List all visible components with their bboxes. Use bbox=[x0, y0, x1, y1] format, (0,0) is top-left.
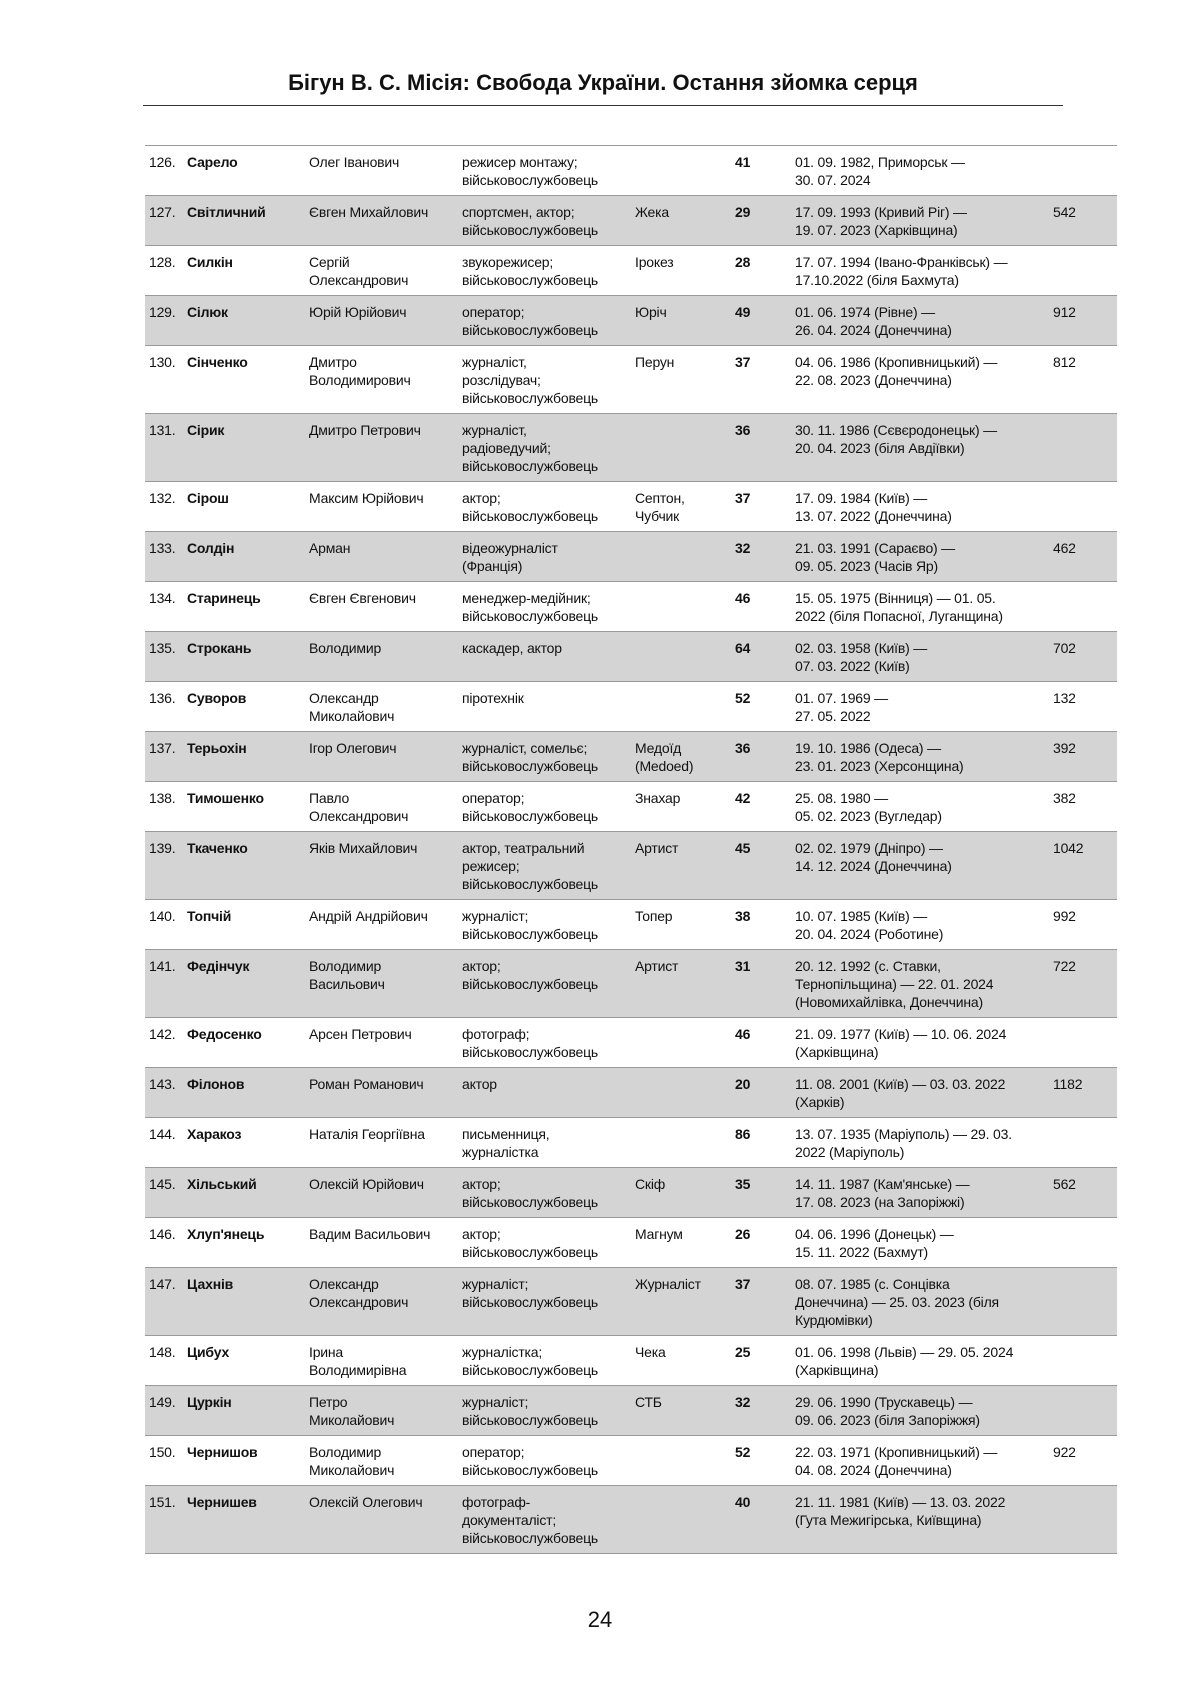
row-number: 130. bbox=[145, 346, 183, 414]
given-name-cell: Дмитро Володимирович bbox=[305, 346, 458, 414]
surname-cell: Сарело bbox=[183, 146, 305, 196]
surname-cell: Ткаченко bbox=[183, 832, 305, 900]
extra-number-cell: 542 bbox=[1049, 196, 1117, 246]
row-number: 144. bbox=[145, 1118, 183, 1168]
dates-cell: 11. 08. 2001 (Київ) — 03. 03. 2022 (Харків) bbox=[791, 1068, 1049, 1118]
callsign-cell: Артист bbox=[631, 950, 731, 1018]
occupation-cell: журналіст; військовослужбовець bbox=[458, 1386, 631, 1436]
page-header-title: Бігун В. С. Місія: Свобода України. Остання зйомка серця bbox=[288, 70, 918, 95]
occupation-cell: спортсмен, актор; військовослужбовець bbox=[458, 196, 631, 246]
given-name-cell: Євген Михайлович bbox=[305, 196, 458, 246]
occupation-cell: актор; військовослужбовець bbox=[458, 1218, 631, 1268]
table-row bbox=[145, 950, 1117, 1018]
table-row bbox=[145, 732, 1117, 782]
callsign-cell: Артист bbox=[631, 832, 731, 900]
surname-cell: Світличний bbox=[183, 196, 305, 246]
extra-number-cell: 1042 bbox=[1049, 832, 1117, 900]
age-cell: 32 bbox=[731, 532, 791, 582]
dates-cell: 13. 07. 1935 (Маріуполь) — 29. 03. 2022 (Маріуполь) bbox=[791, 1118, 1049, 1168]
dates-cell: 17. 07. 1994 (Івано-Франківськ) — 17.10.2022 (біля Бахмута) bbox=[791, 246, 1049, 296]
age-cell: 46 bbox=[731, 1018, 791, 1068]
dates-cell: 02. 02. 1979 (Дніпро) — 14. 12. 2024 (Донеччина) bbox=[791, 832, 1049, 900]
callsign-cell bbox=[631, 532, 731, 582]
row-number: 128. bbox=[145, 246, 183, 296]
occupation-cell: актор; військовослужбовець bbox=[458, 950, 631, 1018]
table-row bbox=[145, 1118, 1117, 1168]
row-number: 143. bbox=[145, 1068, 183, 1118]
surname-cell: Цахнів bbox=[183, 1268, 305, 1336]
extra-number-cell: 702 bbox=[1049, 632, 1117, 682]
extra-number-cell bbox=[1049, 1018, 1117, 1068]
occupation-cell: журналіст; військовослужбовець bbox=[458, 900, 631, 950]
surname-cell: Сірош bbox=[183, 482, 305, 532]
row-number: 129. bbox=[145, 296, 183, 346]
callsign-cell bbox=[631, 1068, 731, 1118]
age-cell: 36 bbox=[731, 732, 791, 782]
extra-number-cell bbox=[1049, 1218, 1117, 1268]
row-number: 132. bbox=[145, 482, 183, 532]
table-row bbox=[145, 1068, 1117, 1118]
age-cell: 42 bbox=[731, 782, 791, 832]
table-row bbox=[145, 1268, 1117, 1336]
extra-number-cell: 462 bbox=[1049, 532, 1117, 582]
given-name-cell: Петро Миколайович bbox=[305, 1386, 458, 1436]
row-number: 147. bbox=[145, 1268, 183, 1336]
dates-cell: 17. 09. 1993 (Кривий Ріг) — 19. 07. 2023 (Харківщина) bbox=[791, 196, 1049, 246]
callsign-cell: Жека bbox=[631, 196, 731, 246]
row-number: 151. bbox=[145, 1486, 183, 1554]
table-row bbox=[145, 414, 1117, 482]
occupation-cell: актор, театральний режисер; військовослужбовець bbox=[458, 832, 631, 900]
occupation-cell: журналіст, розслідувач; військовослужбовець bbox=[458, 346, 631, 414]
row-number: 138. bbox=[145, 782, 183, 832]
given-name-cell: Володимир Миколайович bbox=[305, 1436, 458, 1486]
occupation-cell: оператор; військовослужбовець bbox=[458, 1436, 631, 1486]
occupation-cell: актор; військовослужбовець bbox=[458, 1168, 631, 1218]
table-row bbox=[145, 1486, 1117, 1554]
row-number: 146. bbox=[145, 1218, 183, 1268]
extra-number-cell: 992 bbox=[1049, 900, 1117, 950]
dates-cell: 19. 10. 1986 (Одеса) — 23. 01. 2023 (Херсонщина) bbox=[791, 732, 1049, 782]
dates-cell: 17. 09. 1984 (Київ) — 13. 07. 2022 (Донеччина) bbox=[791, 482, 1049, 532]
table-row bbox=[145, 1218, 1117, 1268]
row-number: 137. bbox=[145, 732, 183, 782]
age-cell: 29 bbox=[731, 196, 791, 246]
given-name-cell: Олексій Олегович bbox=[305, 1486, 458, 1554]
row-number: 133. bbox=[145, 532, 183, 582]
given-name-cell: Сергій Олександрович bbox=[305, 246, 458, 296]
table-row bbox=[145, 782, 1117, 832]
page-number: 24 bbox=[587, 1607, 613, 1632]
surname-cell: Силкін bbox=[183, 246, 305, 296]
occupation-cell: каскадер, актор bbox=[458, 632, 631, 682]
occupation-cell: оператор; військовослужбовець bbox=[458, 782, 631, 832]
age-cell: 32 bbox=[731, 1386, 791, 1436]
header-divider bbox=[143, 105, 1063, 106]
row-number: 142. bbox=[145, 1018, 183, 1068]
occupation-cell: фотограф; військовослужбовець bbox=[458, 1018, 631, 1068]
extra-number-cell bbox=[1049, 482, 1117, 532]
row-number: 139. bbox=[145, 832, 183, 900]
dates-cell: 08. 07. 1985 (с. Сонцівка Донеччина) — 25. 03. 2023 (біля Курдюмівки) bbox=[791, 1268, 1049, 1336]
callsign-cell: Журналіст bbox=[631, 1268, 731, 1336]
table-row bbox=[145, 246, 1117, 296]
dates-cell: 22. 03. 1971 (Кропивницький) — 04. 08. 2024 (Донеччина) bbox=[791, 1436, 1049, 1486]
callsign-cell bbox=[631, 682, 731, 732]
surname-cell: Суворов bbox=[183, 682, 305, 732]
table-row bbox=[145, 532, 1117, 582]
row-number: 149. bbox=[145, 1386, 183, 1436]
dates-cell: 25. 08. 1980 — 05. 02. 2023 (Вугледар) bbox=[791, 782, 1049, 832]
extra-number-cell: 922 bbox=[1049, 1436, 1117, 1486]
surname-cell: Старинець bbox=[183, 582, 305, 632]
extra-number-cell: 132 bbox=[1049, 682, 1117, 732]
surname-cell: Сілюк bbox=[183, 296, 305, 346]
dates-cell: 01. 06. 1974 (Рівне) — 26. 04. 2024 (Донеччина) bbox=[791, 296, 1049, 346]
given-name-cell: Володимир bbox=[305, 632, 458, 682]
occupation-cell: журналіст; військовослужбовець bbox=[458, 1268, 631, 1336]
extra-number-cell: 562 bbox=[1049, 1168, 1117, 1218]
given-name-cell: Олексій Юрійович bbox=[305, 1168, 458, 1218]
surname-cell: Цибух bbox=[183, 1336, 305, 1386]
given-name-cell: Павло Олександрович bbox=[305, 782, 458, 832]
dates-cell: 01. 09. 1982, Приморськ — 30. 07. 2024 bbox=[791, 146, 1049, 196]
table-row bbox=[145, 832, 1117, 900]
surname-cell: Солдін bbox=[183, 532, 305, 582]
callsign-cell bbox=[631, 1486, 731, 1554]
callsign-cell bbox=[631, 632, 731, 682]
surname-cell: Чернишев bbox=[183, 1486, 305, 1554]
occupation-cell: оператор; військовослужбовець bbox=[458, 296, 631, 346]
extra-number-cell bbox=[1049, 1336, 1117, 1386]
extra-number-cell: 722 bbox=[1049, 950, 1117, 1018]
surname-cell: Федосенко bbox=[183, 1018, 305, 1068]
row-number: 145. bbox=[145, 1168, 183, 1218]
age-cell: 64 bbox=[731, 632, 791, 682]
row-number: 136. bbox=[145, 682, 183, 732]
age-cell: 52 bbox=[731, 1436, 791, 1486]
occupation-cell: піротехнік bbox=[458, 682, 631, 732]
age-cell: 37 bbox=[731, 346, 791, 414]
age-cell: 25 bbox=[731, 1336, 791, 1386]
given-name-cell: Дмитро Петрович bbox=[305, 414, 458, 482]
table-row bbox=[145, 1168, 1117, 1218]
surname-cell: Топчій bbox=[183, 900, 305, 950]
callsign-cell bbox=[631, 146, 731, 196]
dates-cell: 04. 06. 1986 (Кропивницький) — 22. 08. 2023 (Донеччина) bbox=[791, 346, 1049, 414]
dates-cell: 21. 09. 1977 (Київ) — 10. 06. 2024 (Харківщина) bbox=[791, 1018, 1049, 1068]
callsign-cell: Ірокез bbox=[631, 246, 731, 296]
extra-number-cell bbox=[1049, 1118, 1117, 1168]
age-cell: 37 bbox=[731, 482, 791, 532]
given-name-cell: Арсен Петрович bbox=[305, 1018, 458, 1068]
surname-cell: Сірик bbox=[183, 414, 305, 482]
table-row bbox=[145, 582, 1117, 632]
occupation-cell: журналістка; військовослужбовець bbox=[458, 1336, 631, 1386]
occupation-cell: журналіст, радіоведучий; військовослужбовець bbox=[458, 414, 631, 482]
callsign-cell: СТБ bbox=[631, 1386, 731, 1436]
callsign-cell: Знахар bbox=[631, 782, 731, 832]
occupation-cell: актор bbox=[458, 1068, 631, 1118]
occupation-cell: журналіст, сомельє; військовослужбовець bbox=[458, 732, 631, 782]
row-number: 131. bbox=[145, 414, 183, 482]
callsign-cell: Скіф bbox=[631, 1168, 731, 1218]
dates-cell: 20. 12. 1992 (с. Ставки, Тернопільщина) — 22. 01. 2024 (Новомихайлівка, Донеччина) bbox=[791, 950, 1049, 1018]
extra-number-cell: 1182 bbox=[1049, 1068, 1117, 1118]
given-name-cell: Яків Михайлович bbox=[305, 832, 458, 900]
row-number: 140. bbox=[145, 900, 183, 950]
callsign-cell bbox=[631, 582, 731, 632]
table-row bbox=[145, 900, 1117, 950]
extra-number-cell bbox=[1049, 146, 1117, 196]
extra-number-cell: 912 bbox=[1049, 296, 1117, 346]
age-cell: 49 bbox=[731, 296, 791, 346]
callsign-cell: Юріч bbox=[631, 296, 731, 346]
age-cell: 45 bbox=[731, 832, 791, 900]
surname-cell: Хлуп'янець bbox=[183, 1218, 305, 1268]
given-name-cell: Ірина Володимирівна bbox=[305, 1336, 458, 1386]
age-cell: 86 bbox=[731, 1118, 791, 1168]
dates-cell: 15. 05. 1975 (Вінниця) — 01. 05. 2022 (біля Попасної, Луганщина) bbox=[791, 582, 1049, 632]
given-name-cell: Роман Романович bbox=[305, 1068, 458, 1118]
row-number: 134. bbox=[145, 582, 183, 632]
extra-number-cell bbox=[1049, 414, 1117, 482]
table-row bbox=[145, 1018, 1117, 1068]
surname-cell: Сінченко bbox=[183, 346, 305, 414]
roster-table-body bbox=[145, 146, 1117, 1554]
row-number: 126. bbox=[145, 146, 183, 196]
table-row bbox=[145, 1336, 1117, 1386]
occupation-cell: фотограф- документаліст; військовослужбовець bbox=[458, 1486, 631, 1554]
table-row bbox=[145, 682, 1117, 732]
dates-cell: 29. 06. 1990 (Трускавець) — 09. 06. 2023 (біля Запоріжжя) bbox=[791, 1386, 1049, 1436]
extra-number-cell bbox=[1049, 1486, 1117, 1554]
age-cell: 31 bbox=[731, 950, 791, 1018]
callsign-cell bbox=[631, 1436, 731, 1486]
age-cell: 35 bbox=[731, 1168, 791, 1218]
dates-cell: 14. 11. 1987 (Кам'янське) — 17. 08. 2023 (на Запоріжжі) bbox=[791, 1168, 1049, 1218]
age-cell: 28 bbox=[731, 246, 791, 296]
surname-cell: Строкань bbox=[183, 632, 305, 682]
dates-cell: 02. 03. 1958 (Київ) — 07. 03. 2022 (Київ) bbox=[791, 632, 1049, 682]
given-name-cell: Наталія Георгіївна bbox=[305, 1118, 458, 1168]
callsign-cell bbox=[631, 1018, 731, 1068]
extra-number-cell: 382 bbox=[1049, 782, 1117, 832]
given-name-cell: Арман bbox=[305, 532, 458, 582]
dates-cell: 01. 06. 1998 (Львів) — 29. 05. 2024 (Харківщина) bbox=[791, 1336, 1049, 1386]
age-cell: 40 bbox=[731, 1486, 791, 1554]
row-number: 148. bbox=[145, 1336, 183, 1386]
callsign-cell: Топер bbox=[631, 900, 731, 950]
dates-cell: 04. 06. 1996 (Донецьк) — 15. 11. 2022 (Бахмут) bbox=[791, 1218, 1049, 1268]
age-cell: 26 bbox=[731, 1218, 791, 1268]
surname-cell: Тимошенко bbox=[183, 782, 305, 832]
callsign-cell: Перун bbox=[631, 346, 731, 414]
row-number: 127. bbox=[145, 196, 183, 246]
table-row bbox=[145, 1436, 1117, 1486]
age-cell: 52 bbox=[731, 682, 791, 732]
given-name-cell: Євген Євгенович bbox=[305, 582, 458, 632]
occupation-cell: менеджер-медійник; військовослужбовець bbox=[458, 582, 631, 632]
row-number: 141. bbox=[145, 950, 183, 1018]
given-name-cell: Максим Юрійович bbox=[305, 482, 458, 532]
roster-table bbox=[145, 145, 1117, 1554]
row-number: 150. bbox=[145, 1436, 183, 1486]
callsign-cell: Чека bbox=[631, 1336, 731, 1386]
given-name-cell: Володимир Васильович bbox=[305, 950, 458, 1018]
age-cell: 41 bbox=[731, 146, 791, 196]
extra-number-cell bbox=[1049, 1268, 1117, 1336]
given-name-cell: Ігор Олегович bbox=[305, 732, 458, 782]
occupation-cell: відеожурналіст (Франція) bbox=[458, 532, 631, 582]
table-row bbox=[145, 146, 1117, 196]
occupation-cell: режисер монтажу; військовослужбовець bbox=[458, 146, 631, 196]
dates-cell: 10. 07. 1985 (Київ) — 20. 04. 2024 (Роботине) bbox=[791, 900, 1049, 950]
given-name-cell: Вадим Васильович bbox=[305, 1218, 458, 1268]
extra-number-cell bbox=[1049, 582, 1117, 632]
age-cell: 38 bbox=[731, 900, 791, 950]
age-cell: 20 bbox=[731, 1068, 791, 1118]
dates-cell: 21. 03. 1991 (Сараєво) — 09. 05. 2023 (Часів Яр) bbox=[791, 532, 1049, 582]
surname-cell: Терьохін bbox=[183, 732, 305, 782]
surname-cell: Харакоз bbox=[183, 1118, 305, 1168]
extra-number-cell: 812 bbox=[1049, 346, 1117, 414]
surname-cell: Філонов bbox=[183, 1068, 305, 1118]
table-row bbox=[145, 482, 1117, 532]
callsign-cell: Септон, Чубчик bbox=[631, 482, 731, 532]
table-row bbox=[145, 632, 1117, 682]
occupation-cell: актор; військовослужбовець bbox=[458, 482, 631, 532]
surname-cell: Чернишов bbox=[183, 1436, 305, 1486]
row-number: 135. bbox=[145, 632, 183, 682]
extra-number-cell bbox=[1049, 246, 1117, 296]
age-cell: 36 bbox=[731, 414, 791, 482]
dates-cell: 30. 11. 1986 (Сєвєродонецьк) — 20. 04. 2023 (біля Авдіївки) bbox=[791, 414, 1049, 482]
surname-cell: Федінчук bbox=[183, 950, 305, 1018]
occupation-cell: звукорежисер; військовослужбовець bbox=[458, 246, 631, 296]
age-cell: 37 bbox=[731, 1268, 791, 1336]
callsign-cell bbox=[631, 414, 731, 482]
given-name-cell: Юрій Юрійович bbox=[305, 296, 458, 346]
age-cell: 46 bbox=[731, 582, 791, 632]
callsign-cell: Медоїд (Medoed) bbox=[631, 732, 731, 782]
given-name-cell: Олександр Миколайович bbox=[305, 682, 458, 732]
surname-cell: Цуркін bbox=[183, 1386, 305, 1436]
table-row bbox=[145, 296, 1117, 346]
dates-cell: 21. 11. 1981 (Київ) — 13. 03. 2022 (Гута Межигірська, Київщина) bbox=[791, 1486, 1049, 1554]
extra-number-cell bbox=[1049, 1386, 1117, 1436]
given-name-cell: Олександр Олександрович bbox=[305, 1268, 458, 1336]
surname-cell: Хільський bbox=[183, 1168, 305, 1218]
given-name-cell: Андрій Андрійович bbox=[305, 900, 458, 950]
table-row bbox=[145, 1386, 1117, 1436]
given-name-cell: Олег Іванович bbox=[305, 146, 458, 196]
callsign-cell bbox=[631, 1118, 731, 1168]
table-row bbox=[145, 196, 1117, 246]
callsign-cell: Магнум bbox=[631, 1218, 731, 1268]
extra-number-cell: 392 bbox=[1049, 732, 1117, 782]
dates-cell: 01. 07. 1969 — 27. 05. 2022 bbox=[791, 682, 1049, 732]
occupation-cell: письменниця, журналістка bbox=[458, 1118, 631, 1168]
table-row bbox=[145, 346, 1117, 414]
